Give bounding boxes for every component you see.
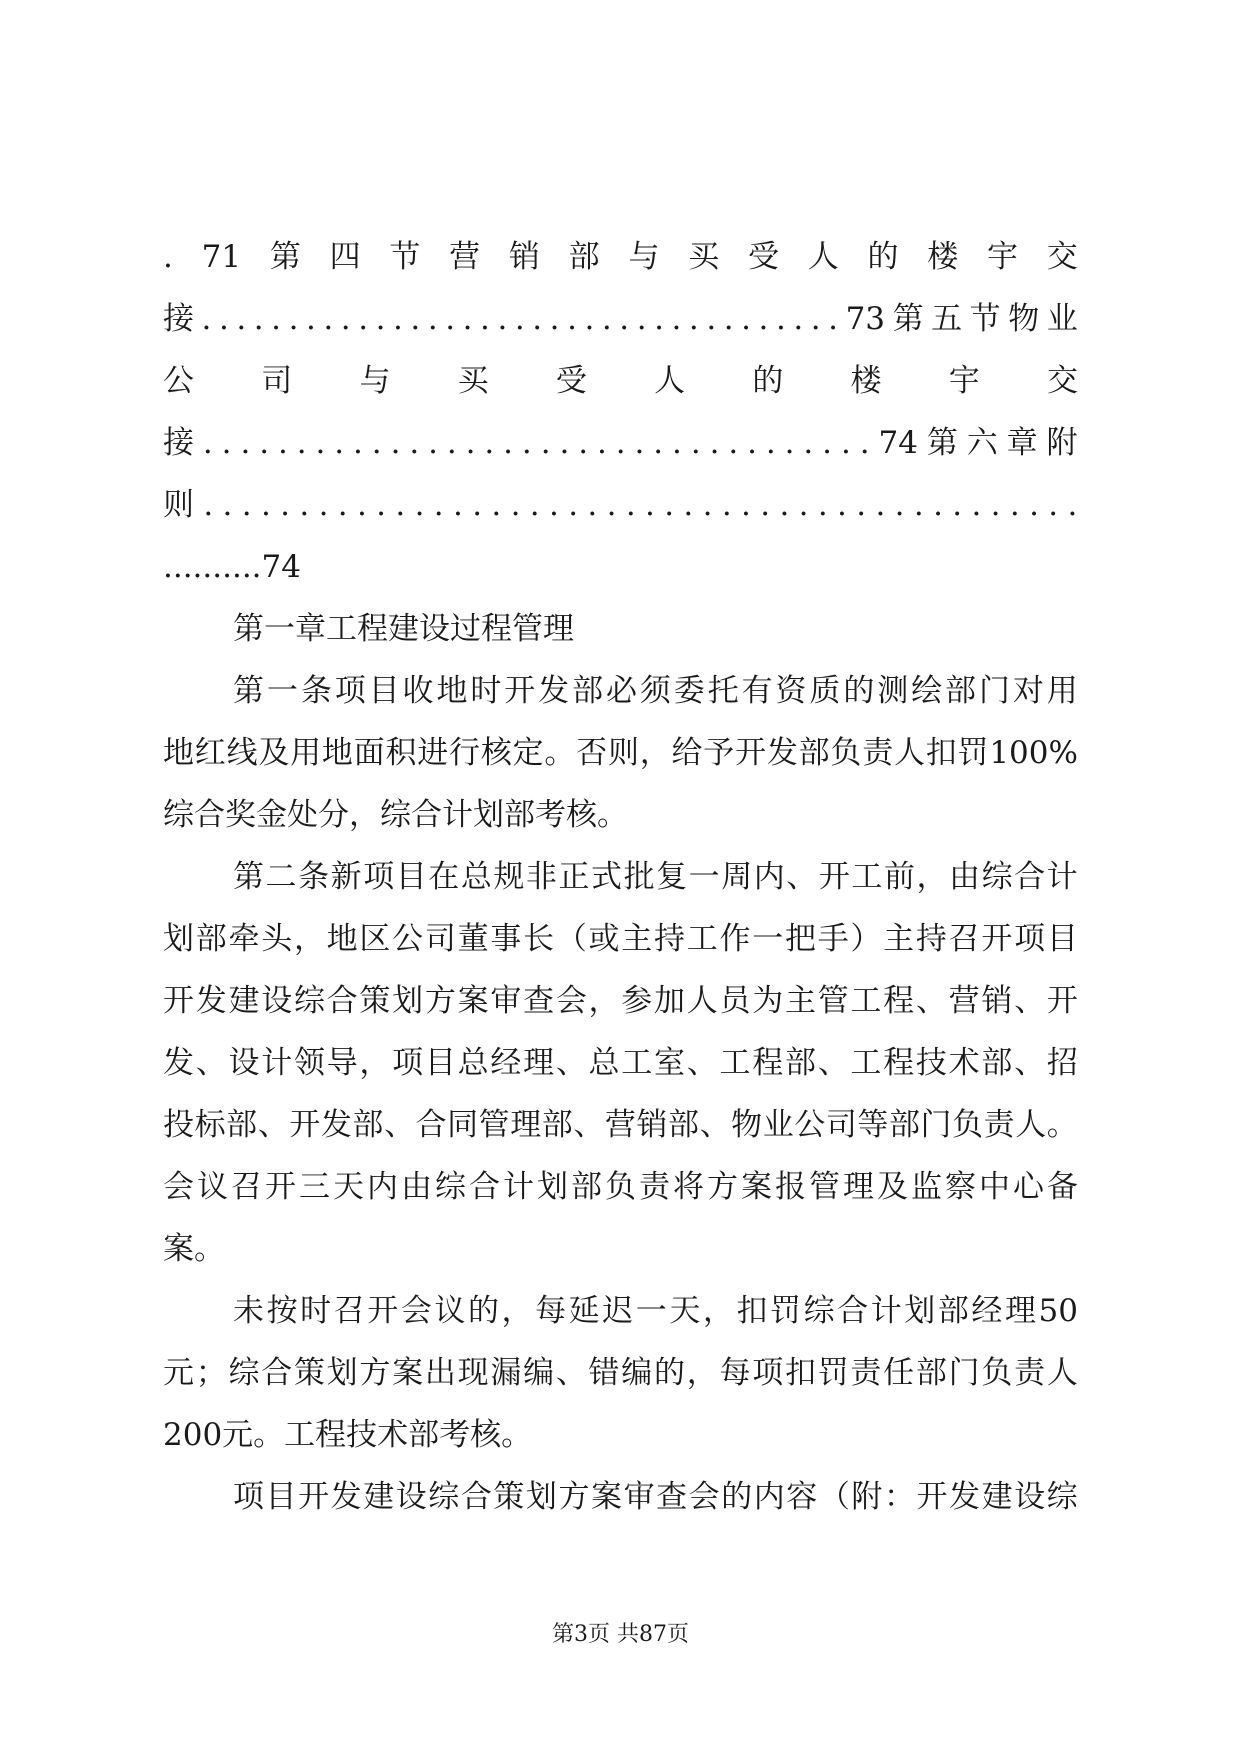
toc-line: 接 . . . . . . . . . . . . . . . . . . . . . . . . . . . . . . . . . . . . . 73 第 五 节 物 业	[163, 301, 1078, 337]
paragraph-line: 案。	[163, 1231, 225, 1267]
paragraph-line: 综合奖金处分，综合计划部考核。	[163, 797, 628, 833]
page-footer: 第3页 共87页	[552, 1622, 689, 1647]
toc-line: 则 . . . . . . . . . . . . . . . . . . . . . . . . . . . . . . . . . . . . . . . . . . . . . .	[163, 487, 1078, 523]
paragraph-line: 划 部 牵 头 ， 地 区 公 司 董 事 长 （ 或 主 持 工 作 一 把 手 ） 主 持 召 开 项 目	[163, 921, 1078, 957]
paragraph-line: 项 目 开 发 建 设 综 合 策 划 方 案 审 查 会 的 内 容 （ 附 ： 开 发 建 设 综	[233, 1479, 1078, 1515]
paragraph-line: 200元。工程技术部考核。	[163, 1417, 533, 1453]
body-text	[163, 226, 1078, 1528]
paragraph-line: 元 ； 综 合 策 划 方 案 出 现 漏 编 、 错 编 的 ， 每 项 扣 罚 责 任 部 门 负 责 人	[163, 1355, 1078, 1391]
toc-line: 公 司 与 买 受 人 的 楼 宇 交	[163, 363, 1078, 399]
paragraph-line: 第 一 条 项 目 收 地 时 开 发 部 必 须 委 托 有 资 质 的 测 绘 部 门 对 用	[233, 673, 1078, 709]
toc-line: ..........74	[163, 549, 301, 585]
paragraph-line: 未 按 时 召 开 会 议 的 ， 每 延 迟 一 天 ， 扣 罚 综 合 计 划 部 经 理 50	[233, 1293, 1078, 1329]
paragraph-line: 地 红 线 及 用 地 面 积 进 行 核 定 。 否 则 ， 给 予 开 发 部 负 责 人 扣 罚 100%	[163, 735, 1078, 771]
toc-line: . 71 第 四 节 营 销 部 与 买 受 人 的 楼 宇 交	[163, 239, 1078, 275]
toc-line: 接 . . . . . . . . . . . . . . . . . . . . . . . . . . . . . . . . . . . . 74 第 六 章 附	[163, 425, 1078, 461]
paragraph-line: 发 、 设 计 领 导 ， 项 目 总 经 理 、 总 工 室 、 工 程 部 、 工 程 技 术 部 、 招	[163, 1045, 1078, 1081]
chapter-heading: 第一章工程建设过程管理	[233, 611, 574, 647]
paragraph-line: 开 发 建 设 综 合 策 划 方 案 审 查 会 ， 参 加 人 员 为 主 管 工 程 、 营 销 、 开	[163, 983, 1078, 1019]
paragraph-line: 投 标 部 、 开 发 部 、 合 同 管 理 部 、 营 销 部 、 物 业 公 司 等 部 门 负 责 人 。	[163, 1107, 1078, 1143]
paragraph-line: 会 议 召 开 三 天 内 由 综 合 计 划 部 负 责 将 方 案 报 管 理 及 监 察 中 心 备	[163, 1169, 1078, 1205]
paragraph-line: 第 二 条 新 项 目 在 总 规 非 正 式 批 复 一 周 内 、 开 工 前 ， 由 综 合 计	[233, 859, 1078, 895]
